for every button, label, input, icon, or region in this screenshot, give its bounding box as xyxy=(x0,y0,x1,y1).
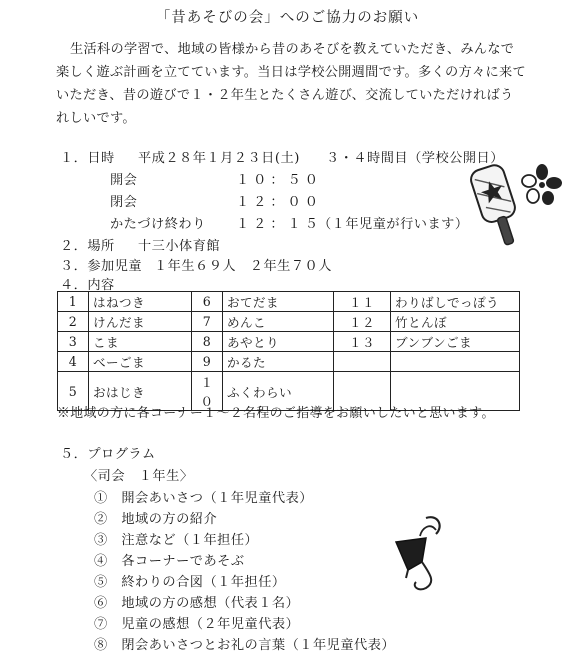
item-number: 9 xyxy=(192,352,223,372)
item-number: １２ xyxy=(334,312,391,332)
flower-icon xyxy=(520,163,564,207)
program-item: ⑧ 閉会あいさつとお礼の言葉（１年児童代表） xyxy=(94,638,396,653)
cleanup-time: １２：１５ xyxy=(236,217,322,232)
item-name: わりばしでっぽう xyxy=(391,292,520,312)
item-name: あやとり xyxy=(223,332,334,352)
item-number: １０ xyxy=(192,372,223,411)
item-name: かるた xyxy=(223,352,334,372)
item-name: 竹とんぼ xyxy=(391,312,520,332)
program-item: ① 開会あいさつ（１年児童代表） xyxy=(94,491,313,506)
program-item: ⑥ 地域の方の感想（代表１名） xyxy=(94,596,300,611)
page-title: 「昔あそびの会」へのご協力のお願い xyxy=(155,10,420,26)
item-number xyxy=(334,352,391,372)
intro-paragraph xyxy=(56,38,526,130)
activities-table xyxy=(57,291,520,411)
contents-heading: ４．内容 xyxy=(60,278,115,293)
opening-time: １０：５０ xyxy=(236,173,322,188)
program-item: ⑤ 終わりの合図（１年担任） xyxy=(94,575,286,590)
item-name: はねつき xyxy=(89,292,192,312)
item-number: 8 xyxy=(192,332,223,352)
item-name: おはじき xyxy=(89,372,192,411)
item-name: ふくわらい xyxy=(223,372,334,411)
item-name: べーごま xyxy=(89,352,192,372)
program-item: ③ 注意など（１年担任） xyxy=(94,533,259,548)
closing-label: 閉会 xyxy=(110,195,138,210)
item-number: 7 xyxy=(192,312,223,332)
place-heading: ２．場所 xyxy=(60,239,115,254)
participants-heading: ３．参加児童 xyxy=(60,259,143,274)
item-name: けんだま xyxy=(89,312,192,332)
schedule-heading: １．日時 xyxy=(60,151,115,166)
participants-value: １年生６９人 ２年生７０人 xyxy=(154,259,332,274)
table-row xyxy=(58,352,520,372)
item-number: 1 xyxy=(58,292,89,312)
item-number: 3 xyxy=(58,332,89,352)
item-name: こま xyxy=(89,332,192,352)
place-value: 十三小体育館 xyxy=(138,239,221,254)
item-name: ブンブンごま xyxy=(391,332,520,352)
intro-text: 生活科の学習で、地域の皆様から昔のあそびを教えていただき、みんなで楽しく遊ぶ計画を立てています。当日は学校公開週間です。多くの方々に来ていただき、昔の遊びで１・２年生とたくさん遊び、交流していただければうれしいです。 xyxy=(56,42,526,126)
item-number: 6 xyxy=(192,292,223,312)
item-number: １３ xyxy=(334,332,391,352)
table-row xyxy=(58,312,520,332)
item-name xyxy=(391,352,520,372)
program-item: ④ 各コーナーであそぶ xyxy=(94,554,245,569)
item-number: 5 xyxy=(58,372,89,411)
table-row xyxy=(58,292,520,312)
item-number: 2 xyxy=(58,312,89,332)
contents-note: ※地域の方に各コーナー１～２名程のご指導をお願いしたいと思います。 xyxy=(57,406,495,421)
program-item: ⑦ 児童の感想（２年児童代表） xyxy=(94,617,300,632)
program-item: ② 地域の方の紹介 xyxy=(94,512,218,527)
opening-label: 開会 xyxy=(110,173,138,188)
item-number: １１ xyxy=(334,292,391,312)
schedule-period: ３・４時間目（学校公開日） xyxy=(326,151,504,166)
cleanup-label: かたづけ終わり xyxy=(110,217,206,232)
item-name: めんこ xyxy=(223,312,334,332)
schedule-date: 平成２８年１月２３日(土) xyxy=(138,151,300,166)
item-number: 4 xyxy=(58,352,89,372)
item-name: おてだま xyxy=(223,292,334,312)
program-host: 〈司会 １年生〉 xyxy=(84,469,194,484)
closing-time: １２：００ xyxy=(236,195,322,210)
cleanup-note: （１年児童が行います） xyxy=(318,217,469,232)
table-row xyxy=(58,332,520,352)
spinning-top-icon xyxy=(386,512,452,592)
program-heading: ５．プログラム xyxy=(60,447,156,462)
